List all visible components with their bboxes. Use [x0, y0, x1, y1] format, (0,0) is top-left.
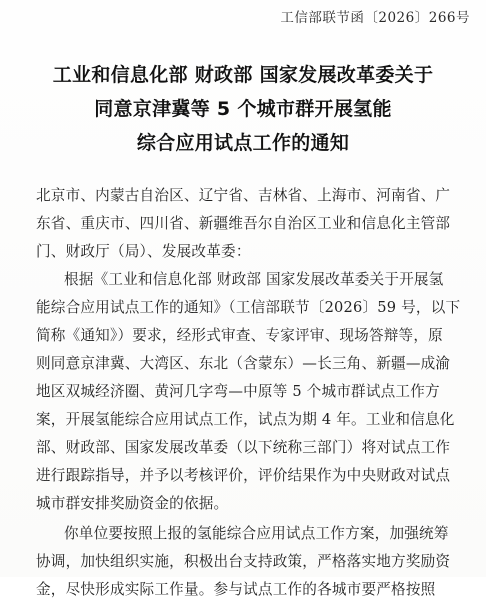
paragraph2-line-2: 协调，加快组织实施，积极出台支持政策，严格落实地方奖励资 [36, 553, 451, 570]
title-line-3: 综合应用试点工作的通知 [136, 132, 350, 154]
paragraph2-line-1: 你单位要按照上报的氢能综合应用试点工作方案，加强统筹 [64, 525, 449, 542]
title-line-1: 工业和信息化部 财政部 国家发展改革委关于 [52, 64, 434, 86]
addressee-line-2: 东省、重庆市、四川省、新疆维吾尔自治区工业和信息化主管部 [36, 215, 451, 232]
paragraph1-line-2: 能综合应用试点工作的通知》（工信部联节〔2026〕59 号，以下 [36, 299, 461, 316]
paragraph1-line-5: 地区双城经济圈、黄河几字弯—中原等 5 个城市群试点工作方 [36, 383, 440, 400]
paragraph1-line-1: 根据《工业和信息化部 财政部 国家发展改革委关于开展氢 [64, 271, 444, 288]
paragraph1-line-7: 部、财政部、国家发展改革委（以下统称三部门）将对试点工作 [36, 439, 451, 456]
addressee-line-3: 门、财政厅（局）、发展改革委： [36, 243, 251, 260]
paragraph1-line-6: 案，开展氢能综合应用试点工作，试点为期 4 年。工业和信息化 [36, 411, 455, 428]
addressee-line-1: 北京市、内蒙古自治区、辽宁省、吉林省、上海市、河南省、广 [36, 187, 451, 204]
paragraph1-line-3: 简称《通知》）要求，经形式审查、专家评审、现场答辩等，原 [36, 327, 443, 344]
document-number: 工信部联节函〔2026〕266号 [280, 10, 470, 26]
title-line-2: 同意京津冀等 5 个城市群开展氢能 [94, 98, 392, 120]
paragraph1-line-9: 城市群安排奖励资金的依据。 [36, 495, 229, 512]
paragraph2-line-3: 金，尽快形成实际工作量。参与试点工作的各城市要严格按照 [36, 581, 436, 598]
paragraph1-line-8: 进行跟踪指导，并予以考核评价，评价结果作为中央财政对试点 [36, 467, 451, 484]
paragraph1-line-4: 则同意京津冀、大湾区、东北（含蒙东）—长三角、新疆—成渝 [36, 355, 451, 372]
